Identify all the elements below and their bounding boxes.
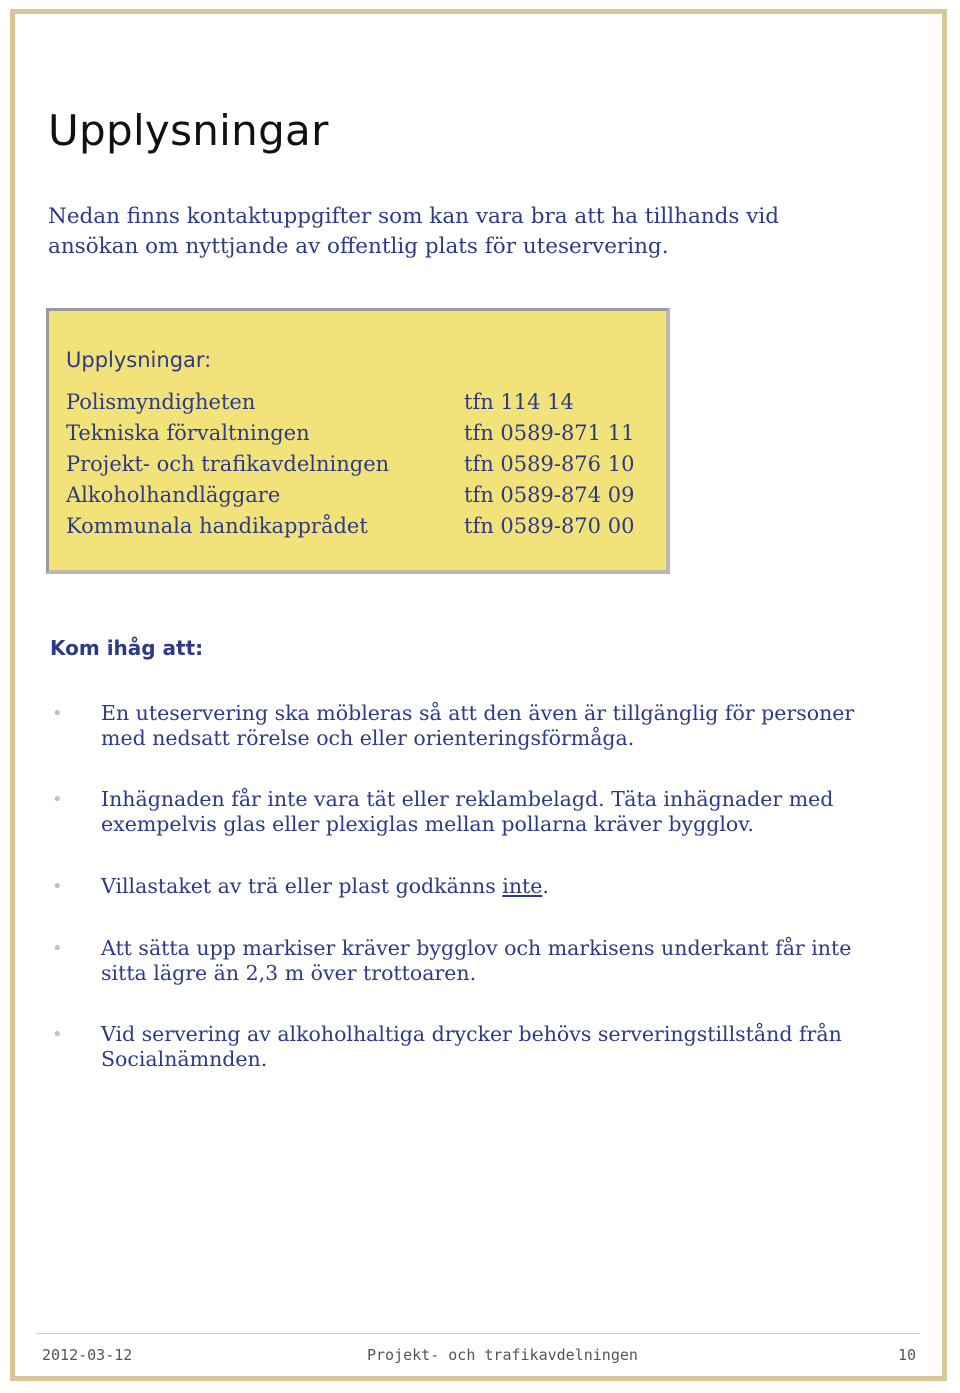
contact-phone: tfn 0589-874 09 [464,483,635,507]
contact-info-box [46,308,670,574]
reminder-text-part: . [542,874,549,898]
footer-date: 2012-03-12 [42,1346,133,1364]
contact-name: Alkoholhandläggare [66,483,281,507]
contact-row-projekt-och-trafikavdelningen [66,452,666,483]
footer-page-number: 10 [898,1346,917,1364]
bullet-icon: • [52,703,63,724]
reminder-text: Vid servering av alkoholhaltiga drycker behövs serveringstillstånd från Socialnämnden. [101,1022,842,1071]
page-title: Upplysningar [48,106,329,155]
contact-row-alkoholhandlaggare [66,483,666,514]
contact-phone: tfn 114 14 [464,390,574,414]
reminder-item-accessibility [52,701,892,751]
reminder-text: Inhägnaden får inte vara tät eller reklambelagd. Täta inhägnader med exempelvis glas eller plexiglas mellan pollarna kräver bygglov. [101,787,834,836]
reminder-text: En uteservering ska möbleras så att den även är tillgänglig för personer med nedsatt rörelse och eller orienteringsförmåga. [101,701,855,750]
reminder-item-villa-fence [52,874,892,899]
reminder-text-part: Villastaket av trä eller plast godkänns [101,874,503,898]
reminder-item-alcohol-permit [52,1022,892,1072]
footer-divider [36,1333,920,1334]
contact-phone: tfn 0589-870 00 [464,514,635,538]
bullet-icon: • [52,938,63,959]
contact-row-kommunala-handikappradet [66,514,666,545]
contact-row-tekniska-forvaltningen [66,421,666,452]
contact-phone: tfn 0589-876 10 [464,452,635,476]
bullet-icon: • [52,1024,63,1045]
contact-name: Polismyndigheten [66,390,256,414]
emphasized-word: inte [502,874,543,898]
intro-paragraph: Nedan finns kontaktuppgifter som kan vara bra att ha tillhands vid ansökan om nyttjande av offentlig plats för uteservering. [48,204,780,259]
bullet-icon: • [52,876,63,897]
contact-box-heading: Upplysningar: [66,348,212,372]
reminder-text [101,874,892,899]
bullet-icon: • [52,789,63,810]
reminder-text: Att sätta upp markiser kräver bygglov och markisens underkant får inte sitta lägre än 2,3 m över trottoaren. [101,936,852,985]
contact-row-polismyndigheten [66,390,666,421]
footer-department: Projekt- och trafikavdelningen [367,1346,638,1364]
contact-name: Projekt- och trafikavdelningen [66,452,390,476]
contact-name: Tekniska förvaltningen [66,421,310,445]
contact-phone: tfn 0589-871 11 [464,421,635,445]
reminder-item-awnings [52,936,892,986]
contact-name: Kommunala handikapprådet [66,514,368,538]
reminders-heading: Kom ihåg att: [50,636,204,660]
reminder-item-fencing [52,787,892,837]
